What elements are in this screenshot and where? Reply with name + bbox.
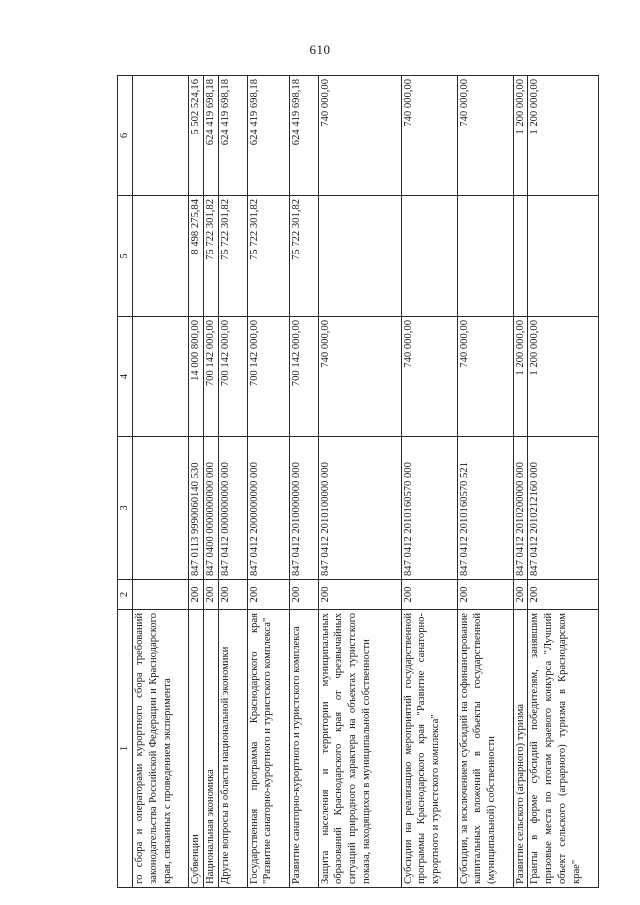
table-row xyxy=(203,76,218,888)
row-value-col4: 740 000,00 xyxy=(457,317,513,437)
table-row xyxy=(401,76,457,888)
table-row xyxy=(318,76,401,888)
row-value-col6: 624 419 698,18 xyxy=(289,76,318,196)
row-value-col5: 75 722 301,82 xyxy=(218,196,247,317)
column-header: 2 xyxy=(118,580,133,610)
row-classifier: 847 0412 0000000000 000 xyxy=(218,437,247,580)
row-value-col4: 1 200 000,00 xyxy=(513,317,528,437)
table-row xyxy=(247,76,289,888)
row-value-col5 xyxy=(133,196,189,317)
column-header: 3 xyxy=(118,437,133,580)
row-value-col5: 8 498 275,84 xyxy=(189,196,204,317)
row-value-col6: 5 502 524,16 xyxy=(189,76,204,196)
row-classifier: 847 0412 2000000000 000 xyxy=(247,437,289,580)
row-name: Защита населения и территории муниципальных образований Краснодарского края от чрезвычайных ситуаций природного характера на объектах туристского показа, находящихся в муниципальной собственности xyxy=(318,610,401,888)
table-row xyxy=(528,76,599,888)
row-value-col5 xyxy=(401,196,457,317)
row-code: 200 xyxy=(528,580,599,610)
row-value-col5 xyxy=(528,196,599,317)
row-value-col4: 740 000,00 xyxy=(401,317,457,437)
row-name: Субсидии, за исключением субсидий на софинансирование капитальных вложений в объекты государственной (муниципальной) собственности xyxy=(457,610,513,888)
row-classifier: 847 0412 2010100000 000 xyxy=(318,437,401,580)
table-header-row xyxy=(118,76,133,888)
row-code: 200 xyxy=(457,580,513,610)
row-value-col4: 700 142 000,00 xyxy=(218,317,247,437)
row-classifier: 847 0412 2010212160 000 xyxy=(528,437,599,580)
row-value-col6 xyxy=(133,76,189,196)
row-value-col6: 624 419 698,18 xyxy=(218,76,247,196)
row-name: Субвенции xyxy=(189,610,204,888)
row-value-col4: 700 142 000,00 xyxy=(289,317,318,437)
row-classifier: 847 0412 2010000000 000 xyxy=(289,437,318,580)
row-value-col4: 14 000 800,00 xyxy=(189,317,204,437)
table-row xyxy=(133,76,189,888)
row-name: Развитие сельского (аграрного) туризма xyxy=(513,610,528,888)
row-value-col6: 1 200 000,00 xyxy=(528,76,599,196)
row-code: 200 xyxy=(289,580,318,610)
row-value-col4: 1 200 000,00 xyxy=(528,317,599,437)
row-name: Другие вопросы в области национальной экономики xyxy=(218,610,247,888)
row-value-col6: 624 419 698,18 xyxy=(203,76,218,196)
row-value-col5 xyxy=(513,196,528,317)
row-value-col4: 740 000,00 xyxy=(318,317,401,437)
row-name: Гранты в форме субсидий победителям, занявшим призовые места по итогам краевого конкурса "Лучший объект сельского (аграрного) туризма в Краснодарском крае" xyxy=(528,610,599,888)
row-value-col6: 740 000,00 xyxy=(318,76,401,196)
row-classifier: 847 0412 2010200000 000 xyxy=(513,437,528,580)
row-classifier: 847 0400 0000000000 000 xyxy=(203,437,218,580)
row-classifier: 847 0113 9990060140 530 xyxy=(189,437,204,580)
table-row xyxy=(457,76,513,888)
row-name: Государственная программа Краснодарского края "Развитие санаторно-курортного и туристского комплекса" xyxy=(247,610,289,888)
row-code: 200 xyxy=(203,580,218,610)
column-header: 5 xyxy=(118,196,133,317)
budget-table xyxy=(117,75,599,888)
row-name: Субсидии на реализацию мероприятий государственной программы Краснодарского края "Развитие санаторно-курортного и туристского комплекса" xyxy=(401,610,457,888)
rotated-table-area xyxy=(117,76,582,888)
row-value-col5: 75 722 301,82 xyxy=(247,196,289,317)
row-code: 200 xyxy=(189,580,204,610)
row-code: 200 xyxy=(218,580,247,610)
row-value-col6: 740 000,00 xyxy=(457,76,513,196)
row-value-col5 xyxy=(318,196,401,317)
table-row xyxy=(218,76,247,888)
table-row xyxy=(289,76,318,888)
row-name: Национальная экономика xyxy=(203,610,218,888)
column-header: 4 xyxy=(118,317,133,437)
row-code: 200 xyxy=(318,580,401,610)
row-classifier: 847 0412 2010160570 000 xyxy=(401,437,457,580)
row-value-col5 xyxy=(457,196,513,317)
row-classifier xyxy=(133,437,189,580)
row-code: 200 xyxy=(247,580,289,610)
page-number: 610 xyxy=(309,42,331,57)
column-header: 6 xyxy=(118,76,133,196)
row-value-col5: 75 722 301,82 xyxy=(203,196,218,317)
table-row xyxy=(513,76,528,888)
row-name: го сбора и операторами курортного сбора требований законодательства Российской Федерации и Краснодарского края, связанных с проведением эксперимента xyxy=(133,610,189,888)
rotated-table-frame xyxy=(117,76,582,888)
row-value-col6: 1 200 000,00 xyxy=(513,76,528,196)
table-row xyxy=(189,76,204,888)
row-value-col4 xyxy=(133,317,189,437)
row-code xyxy=(133,580,189,610)
row-value-col4: 700 142 000,00 xyxy=(203,317,218,437)
row-name: Развитие санаторно-курортного и туристского комплекса xyxy=(289,610,318,888)
row-code: 200 xyxy=(401,580,457,610)
row-value-col6: 624 419 698,18 xyxy=(247,76,289,196)
row-value-col5: 75 722 301,82 xyxy=(289,196,318,317)
column-header: 1 xyxy=(118,610,133,888)
row-code: 200 xyxy=(513,580,528,610)
row-value-col6: 740 000,00 xyxy=(401,76,457,196)
row-value-col4: 700 142 000,00 xyxy=(247,317,289,437)
row-classifier: 847 0412 2010160570 521 xyxy=(457,437,513,580)
